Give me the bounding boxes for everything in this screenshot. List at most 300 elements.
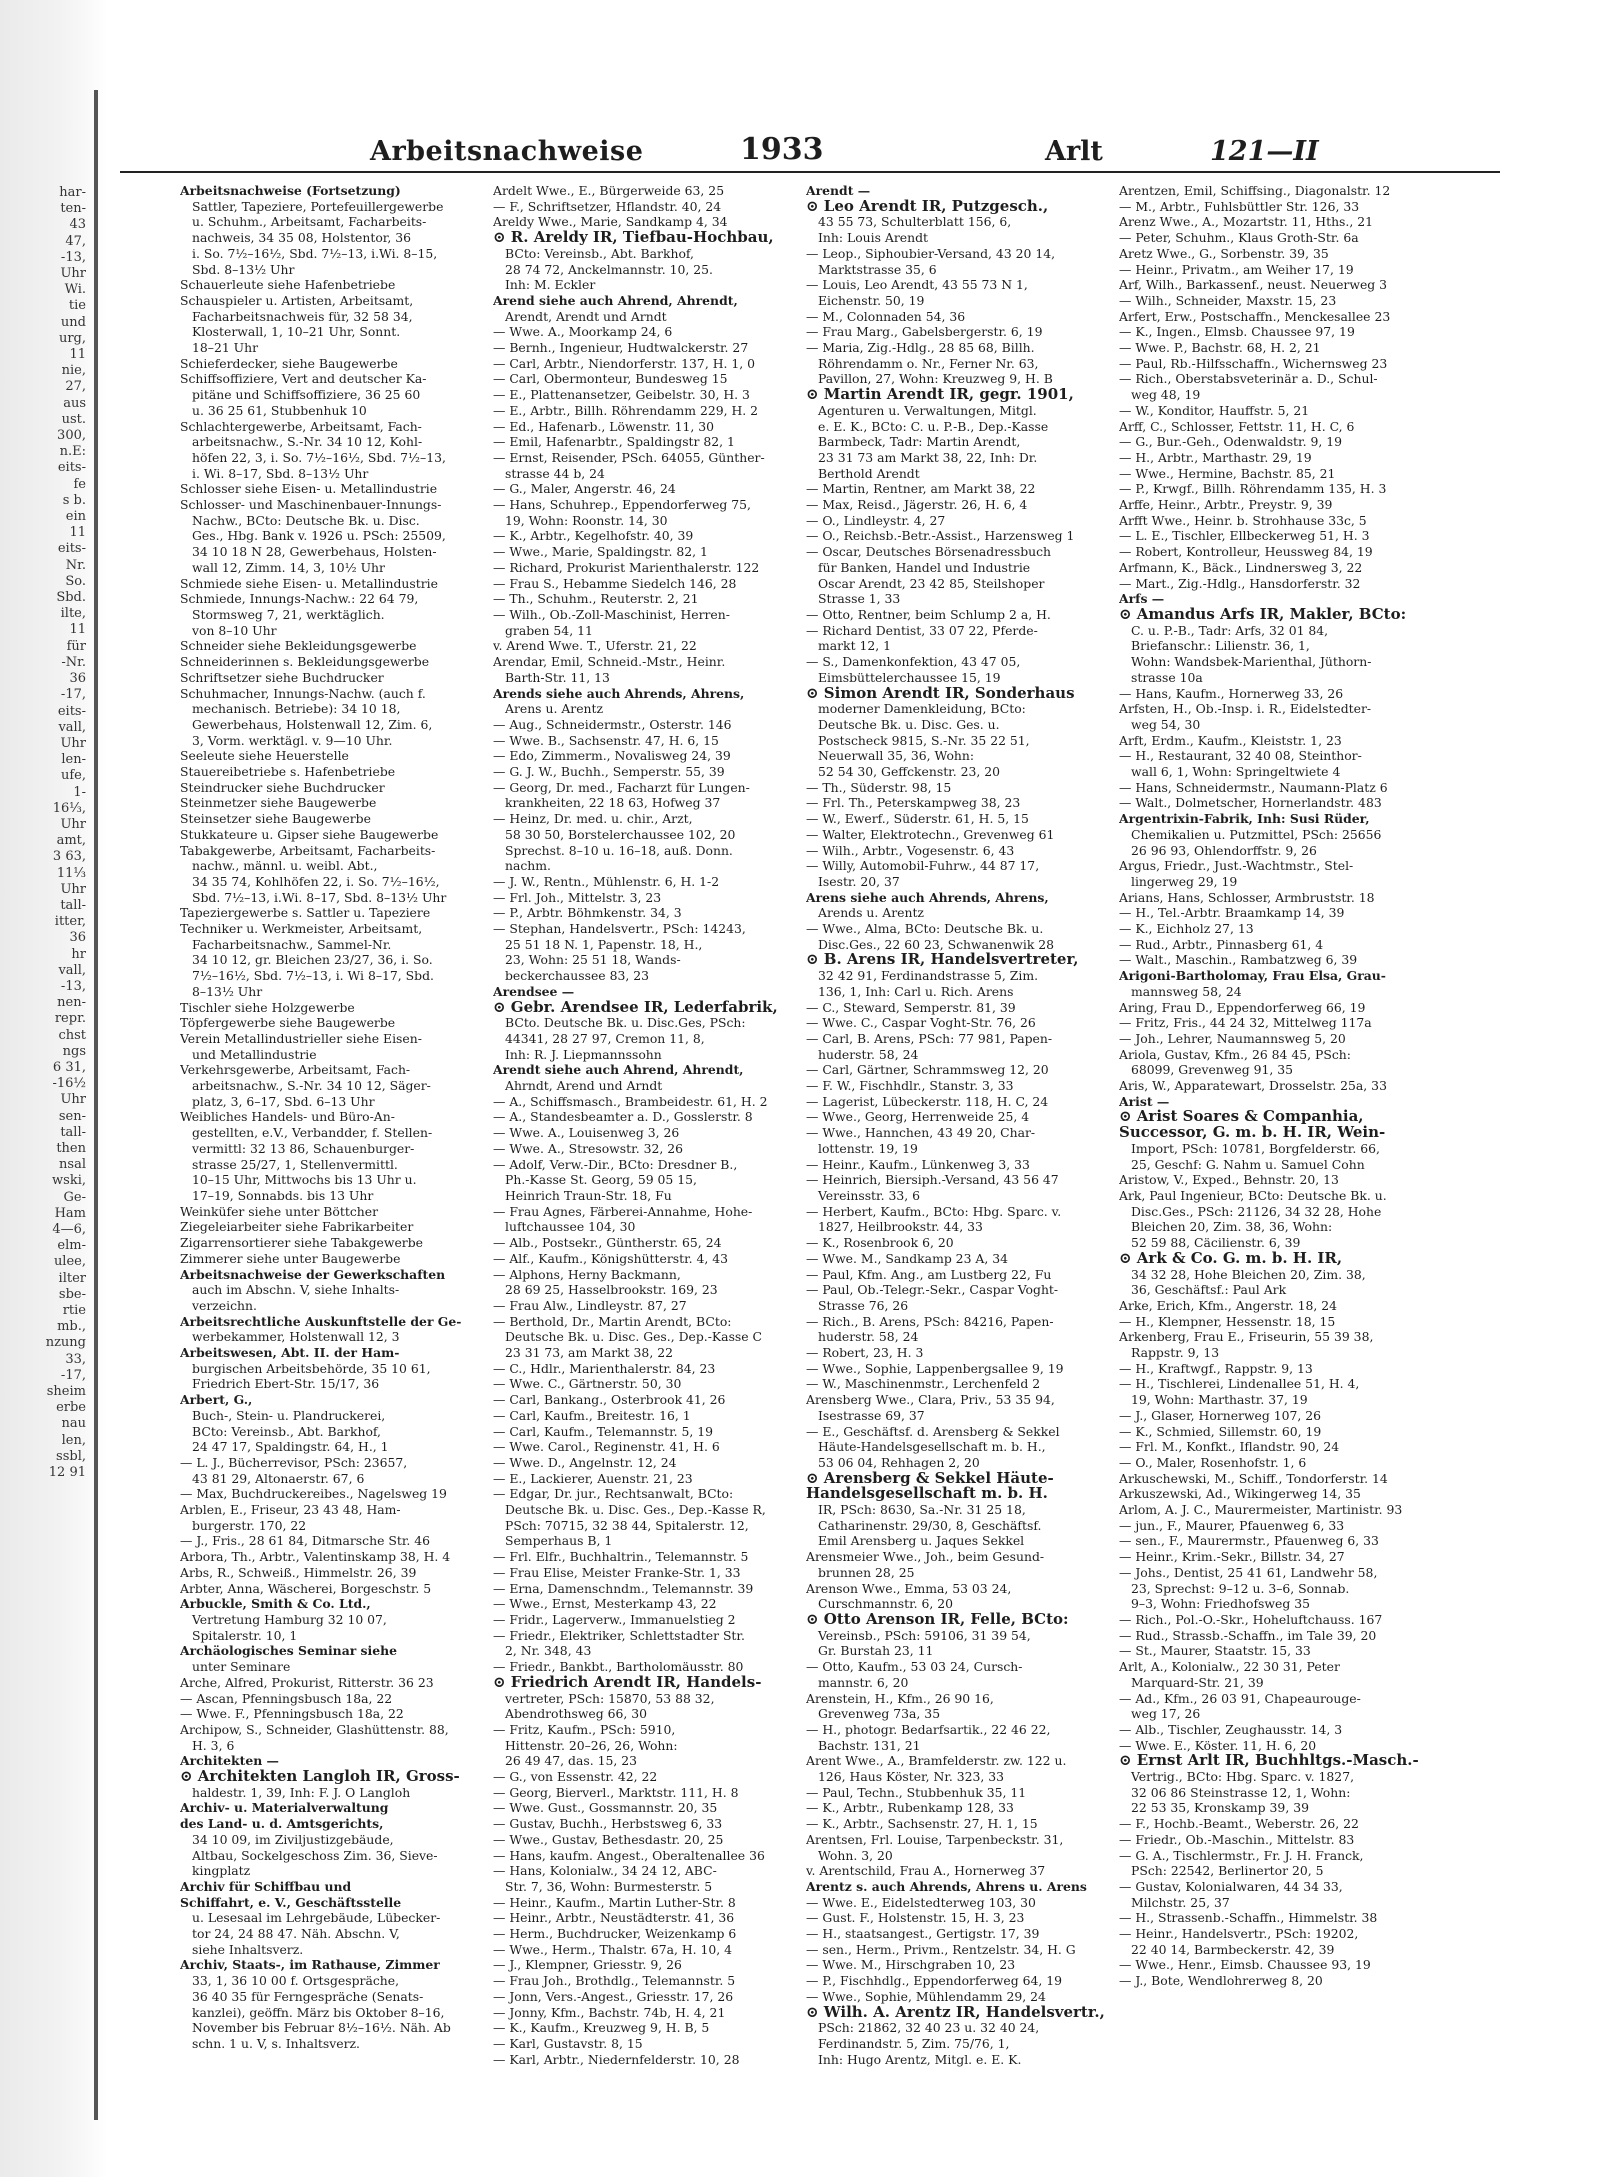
directory-entry: und Metallindustrie xyxy=(192,1046,317,1062)
directory-entry: Schauerleute siehe Hafenbetriebe xyxy=(180,277,396,293)
previous-page-fragment: So. xyxy=(65,573,86,589)
directory-entry: strasse 10a xyxy=(1131,669,1203,685)
directory-entry: — J., Klempner, Griesstr. 9, 26 xyxy=(493,1957,682,1973)
directory-entry: — Friedr., Ob.-Maschin., Mittelstr. 83 xyxy=(1119,1831,1355,1847)
directory-entry: 28 74 72, Anckelmannstr. 10, 25. xyxy=(505,261,713,277)
directory-entry: Strasse 76, 26 xyxy=(818,1297,909,1313)
directory-entry: — Th., Schuhm., Reuterstr. 2, 21 xyxy=(493,591,699,607)
directory-entry: 32 42 91, Ferdinandstrasse 5, Zim. xyxy=(818,968,1039,984)
directory-entry: Argus, Friedr., Just.-Wachtmstr., Stel- xyxy=(1119,858,1354,874)
directory-entry: tor 24, 24 88 47. Näh. Abschn. V, xyxy=(192,1926,400,1942)
directory-entry: PSch: 21862, 32 40 23 u. 32 40 24, xyxy=(818,2020,1040,2036)
directory-entry: Ardelt Wwe., E., Bürgerweide 63, 25 xyxy=(493,183,725,198)
directory-entry: arbeitsnachw., S.-Nr. 34 10 12, Kohl- xyxy=(192,434,423,450)
header-keyword: Arlt xyxy=(1045,136,1103,167)
directory-entry: 34 35 74, Kohlhöfen 22, i. So. 7½–16½, xyxy=(192,873,440,889)
book-spine xyxy=(94,90,98,2120)
previous-page-fragment: 11 xyxy=(69,622,86,638)
directory-entry: Arendt, Arendt und Arndt xyxy=(505,308,667,324)
directory-entry: — Wwe. C., Gärtnerstr. 50, 30 xyxy=(493,1376,682,1392)
directory-entry: — Emil, Hafenarbtr., Spaldingstr 82, 1 xyxy=(493,434,735,450)
directory-entry: Eimsbüttelerchaussee 15, 19 xyxy=(818,669,1001,685)
previous-page-fragment: ngs xyxy=(62,1043,86,1059)
directory-entry: — Carl, Bankang., Osterbrook 41, 26 xyxy=(493,1392,726,1408)
previous-page-fragment: fe xyxy=(73,476,86,492)
directory-entry: — Frau Agnes, Färberei-Annahme, Hohe- xyxy=(493,1203,753,1219)
directory-entry: Ahrndt, Arend und Arndt xyxy=(505,1078,663,1094)
directory-entry: — H., Klempner, Hessenstr. 18, 15 xyxy=(1119,1313,1336,1329)
previous-page-fragment: Uhr xyxy=(60,816,86,832)
previous-page-fragment: ust. xyxy=(61,411,86,427)
previous-page-fragment: ufe, xyxy=(60,768,86,784)
directory-entry: nachweis, 34 35 08, Holstentor, 36 xyxy=(192,230,412,246)
directory-entry: Arfert, Erw., Postschaffn., Menckesallee 23 xyxy=(1119,308,1391,324)
directory-entry: — Wwe., Gustav, Bethesdastr. 20, 25 xyxy=(493,1831,724,1847)
directory-entry: Argentrixin-Fabrik, Inh: Susi Rüder, xyxy=(1119,811,1370,827)
directory-entry: — H., Tischlerei, Lindenallee 51, H. 4, xyxy=(1119,1376,1360,1392)
previous-page-fragment: Sbd. xyxy=(56,590,86,606)
directory-entry: — F., Schriftsetzer, Hflandstr. 40, 24 xyxy=(493,198,722,214)
directory-entry: — Alb., Postsekr., Güntherstr. 65, 24 xyxy=(493,1235,722,1251)
directory-entry: — Georg, Bierverl., Marktstr. 111, H. 8 xyxy=(493,1784,739,1800)
directory-entry: Handelsgesellschaft m. b. H. xyxy=(806,1486,1048,1503)
directory-entry: — Ernst, Reisender, PSch. 64055, Günther- xyxy=(493,449,765,465)
directory-entry: — Frau Marg., Gabelsbergerstr. 6, 19 xyxy=(806,324,1043,340)
directory-entry: Verein Metallindustrieller siehe Eisen- xyxy=(180,1030,422,1046)
directory-entry: höfen 22, 3, i. So. 7½–16½, Sbd. 7½–13, xyxy=(192,449,446,465)
directory-entry: 7½–16½, Sbd. 7½–13, i. Wi 8–17, Sbd. xyxy=(192,968,434,984)
directory-entry: — Carl, Kaufm., Telemannstr. 5, 19 xyxy=(493,1423,714,1439)
directory-entry: Arendsee — xyxy=(493,983,575,999)
directory-entry: Disc.Ges., PSch: 21126, 34 32 28, Hohe xyxy=(1131,1203,1382,1219)
directory-entry: — Heinr., Handelsvertr., PSch: 19202, xyxy=(1119,1926,1359,1942)
directory-entry: — Hans, Schneidermstr., Naumann-Platz 6 xyxy=(1119,779,1388,795)
directory-entry: — Wwe., Sophie, Mühlendamm 29, 24 xyxy=(806,1988,1046,2004)
directory-entry: — Wwe., Alma, BCto: Deutsche Bk. u. xyxy=(806,921,1044,937)
directory-entry: — J., Fris., 28 61 84, Ditmarsche Str. 46 xyxy=(180,1533,431,1549)
directory-entry: — Max, Reisd., Jägerstr. 26, H. 6, 4 xyxy=(806,497,1028,513)
previous-page-fragment: then xyxy=(56,1140,86,1156)
previous-page-fragment: aus xyxy=(63,395,86,411)
directory-entry: Schiffsoffiziere, Vert and deutscher Ka- xyxy=(180,371,427,387)
previous-page-fragment: tall- xyxy=(60,1124,86,1140)
directory-entry: Vertrig., BCto: Hbg. Sparc. v. 1827, xyxy=(1131,1769,1355,1785)
directory-entry: — W., Maschinenmstr., Lerchenfeld 2 xyxy=(806,1376,1041,1392)
directory-entry: Arensberg Wwe., Clara, Priv., 53 35 94, xyxy=(806,1392,1055,1408)
previous-page-fragment: vall, xyxy=(58,719,86,735)
directory-entry: Oscar Arendt, 23 42 85, Steilshoper xyxy=(818,575,1045,591)
directory-entry: ⊙ Simon Arendt IR, Sonderhaus xyxy=(806,685,1075,702)
directory-entry: 53 06 04, Rehhagen 2, 20 xyxy=(818,1454,980,1470)
directory-entry: Archäologisches Seminar siehe xyxy=(180,1643,398,1659)
directory-entry: platz, 3, 6–17, Sbd. 6–13 Uhr xyxy=(192,1093,375,1109)
directory-entry: — Lagerist, Lübeckerstr. 118, H. C, 24 xyxy=(806,1093,1049,1109)
directory-entry: Abendrothsweg 66, 30 xyxy=(505,1706,648,1722)
directory-entry: 23 31 73, am Markt 38, 22 xyxy=(505,1345,673,1361)
directory-entry: — P., Fischhdlg., Eppendorferweg 64, 19 xyxy=(806,1973,1063,1989)
directory-entry: Vereinsb., PSch: 59106, 31 39 54, xyxy=(818,1627,1031,1643)
directory-page xyxy=(120,95,1500,2155)
directory-entry: — Wwe., Marie, Spaldingstr. 82, 1 xyxy=(493,544,708,560)
directory-entry: 34 10 12, gr. Bleichen 23/27, 36, i. So. xyxy=(192,952,433,968)
directory-entry: 43 55 73, Schulterblatt 156, 6, xyxy=(818,214,1012,230)
directory-entry: verzeichn. xyxy=(192,1297,257,1313)
directory-entry: — F. W., Fischhdlr., Stanstr. 3, 33 xyxy=(806,1078,1014,1094)
previous-page-fragment: 11 xyxy=(69,347,86,363)
directory-entry: Arbuckle, Smith & Co. Ltd., xyxy=(180,1596,371,1612)
directory-entry: Arfsten, H., Ob.-Insp. i. R., Eidelstedter- xyxy=(1119,701,1372,717)
directory-entry: Arens siehe auch Ahrends, Ahrens, xyxy=(806,889,1049,905)
directory-entry: — Gust. F., Holstenstr. 15, H. 3, 23 xyxy=(806,1910,1025,1926)
directory-entry: — Otto, Rentner, beim Schlump 2 a, H. xyxy=(806,606,1051,622)
directory-entry: — O., Maler, Rosenhofstr. 1, 6 xyxy=(1119,1454,1307,1470)
directory-entry: November bis Februar 8½–16½. Näh. Ab xyxy=(192,2020,451,2036)
directory-entry: — K., Eichholz 27, 13 xyxy=(1119,921,1254,937)
directory-entry: 28 69 25, Hasselbrookstr. 169, 23 xyxy=(505,1282,718,1298)
directory-entry: Techniker u. Werkmeister, Arbeitsamt, xyxy=(180,921,423,937)
previous-page-fragment: 36 xyxy=(69,930,86,946)
directory-entry: 3, Vorm. werktägl. v. 9—10 Uhr. xyxy=(192,732,393,748)
directory-entry: brunnen 28, 25 xyxy=(818,1564,915,1580)
directory-entry: u. Schuhm., Arbeitsamt, Facharbeits- xyxy=(192,214,427,230)
directory-entry: — Ad., Kfm., 26 03 91, Chapeaurouge- xyxy=(1119,1690,1361,1706)
directory-entry: — Rich., B. Arens, PSch: 84216, Papen- xyxy=(806,1313,1054,1329)
directory-entry: weg 54, 30 xyxy=(1131,716,1201,732)
directory-entry: — Maria, Zig.-Hdlg., 28 85 68, Billh. xyxy=(806,340,1035,356)
directory-entry: Friedrich Ebert-Str. 15/17, 36 xyxy=(192,1376,380,1392)
directory-entry: ⊙ R. Areldy IR, Tiefbau-Hochbau, xyxy=(493,230,774,246)
directory-entry: ⊙ Ark & Co. G. m. b. H. IR, xyxy=(1119,1250,1343,1267)
directory-entry: Areldy Wwe., Marie, Sandkamp 4, 34 xyxy=(493,214,728,230)
previous-page-fragment: 4—6, xyxy=(52,1222,86,1237)
directory-entry: nachw., männl. u. weibl. Abt., xyxy=(192,858,378,874)
directory-entry: — Frau Joh., Brothdlg., Telemannstr. 5 xyxy=(493,1973,736,1989)
directory-entry: — Alb., Tischler, Zeughausstr. 14, 3 xyxy=(1119,1721,1343,1737)
directory-entry: — Wwe. M., Sandkamp 23 A, 34 xyxy=(806,1250,1008,1266)
directory-entry: — Wwe. Carol., Reginenstr. 41, H. 6 xyxy=(493,1439,720,1455)
directory-entry: Catharinenstr. 29/30, 8, Geschäftsf. xyxy=(818,1517,1042,1533)
directory-entry: Arend siehe auch Ahrend, Ahrendt, xyxy=(493,292,738,308)
directory-entry: — A., Schiffsmasch., Brambeidestr. 61, H. 2 xyxy=(493,1093,768,1109)
directory-entry: mannsweg 58, 24 xyxy=(1131,983,1242,999)
directory-entry: — Alf., Kaufm., Königshütterstr. 4, 43 xyxy=(493,1250,729,1266)
directory-entry: — Wwe. Gust., Gossmannstr. 20, 35 xyxy=(493,1800,718,1816)
directory-entry: ⊙ Otto Arenson IR, Felle, BCto: xyxy=(806,1611,1069,1628)
previous-page-fragment: eits- xyxy=(57,541,86,557)
directory-entry: — Heinr., Privatm., am Weiher 17, 19 xyxy=(1119,261,1354,277)
directory-entry: Isestrasse 69, 37 xyxy=(818,1407,925,1423)
directory-entry: Grevenweg 73a, 35 xyxy=(818,1706,941,1722)
directory-entry: Ark, Paul Ingenieur, BCto: Deutsche Bk. u. xyxy=(1119,1188,1387,1203)
directory-entry: u. Lesesaal im Lehrgebäude, Lübecker- xyxy=(192,1910,441,1926)
directory-entry: 36, Geschäftsf.: Paul Ark xyxy=(1131,1282,1287,1298)
directory-entry: Zigarrensortierer siehe Tabakgewerbe xyxy=(180,1235,423,1251)
directory-entry: C. u. P.-B., Tadr: Arfs, 32 01 84, xyxy=(1131,622,1329,638)
column-3 xyxy=(806,183,1106,2067)
directory-entry: Sattler, Tapeziere, Portefeuillergewerbe xyxy=(192,198,444,214)
directory-entry: — Heinr., Kaufm., Martin Luther-Str. 8 xyxy=(493,1894,736,1910)
directory-entry: vertreter, PSch: 15870, 53 88 32, xyxy=(505,1690,715,1706)
directory-entry: Arends siehe auch Ahrends, Ahrens, xyxy=(493,685,745,701)
directory-entry: — Wwe., Henr., Eimsb. Chaussee 93, 19 xyxy=(1119,1957,1371,1973)
previous-page-fragment: 47, xyxy=(65,233,86,249)
previous-page-fragment: 12 91 xyxy=(48,1465,86,1481)
previous-page-fragment: len- xyxy=(61,752,86,768)
directory-entry: Arlt, A., Kolonialw., 22 30 31, Peter xyxy=(1119,1659,1340,1675)
directory-entry: Arens u. Arentz xyxy=(505,701,604,717)
directory-entry: — Fritz, Fris., 44 24 32, Mittelweg 117a xyxy=(1119,1015,1372,1031)
directory-entry: Tischler siehe Holzgewerbe xyxy=(180,999,355,1015)
directory-entry: wall 6, 1, Wohn: Springeltwiete 4 xyxy=(1131,764,1341,780)
directory-entry: — J., Bote, Wendlohrerweg 8, 20 xyxy=(1119,1973,1323,1989)
directory-entry: Schriftsetzer siehe Buchdrucker xyxy=(180,669,384,685)
directory-entry: 25 51 18 N. 1, Papenstr. 18, H., xyxy=(505,936,703,952)
directory-entry: — Wwe. E., Eidelstedterweg 103, 30 xyxy=(806,1894,1036,1910)
directory-entry: 22 53 35, Kronskamp 39, 39 xyxy=(1131,1800,1309,1816)
directory-entry: — F., Hochb.-Beamt., Weberstr. 26, 22 xyxy=(1119,1816,1359,1832)
directory-entry: Semperhaus B, 1 xyxy=(505,1533,613,1549)
directory-entry: Weinküfer siehe unter Böttcher xyxy=(180,1203,379,1219)
directory-entry: 126, Haus Köster, Nr. 323, 33 xyxy=(818,1769,1005,1785)
directory-entry: Schlosser siehe Eisen- u. Metallindustrie xyxy=(180,481,438,497)
directory-entry: — P., Krwgf., Billh. Röhrendamm 135, H. 3 xyxy=(1119,481,1387,497)
directory-entry: Arkuschewski, M., Schiff., Tondorferstr. 14 xyxy=(1119,1470,1388,1486)
directory-entry: Strasse 1, 33 xyxy=(818,591,901,607)
directory-entry: Barmbeck, Tadr: Martin Arendt, xyxy=(818,434,1021,450)
previous-page-fragment: ilter xyxy=(58,1270,86,1286)
directory-entry: Arkuszewski, Ad., Wikingerweg 14, 35 xyxy=(1119,1486,1361,1502)
directory-entry: Archiv, Staats-, im Rathause, Zimmer xyxy=(180,1957,440,1973)
directory-entry: PSch: 22542, Berlinertor 20, 5 xyxy=(1131,1863,1324,1879)
directory-entry: — Paul, Kfm. Ang., am Lustberg 22, Fu xyxy=(806,1266,1052,1282)
directory-entry: 23, Sprechst: 9–12 u. 3–6, Sonnab. xyxy=(1131,1580,1350,1596)
directory-entry: — K., Kaufm., Kreuzweg 9, H. B, 5 xyxy=(493,2020,710,2036)
directory-entry: — Max, Buchdruckereibes., Nagelsweg 19 xyxy=(180,1486,447,1502)
directory-entry: — Hans, Schuhrep., Eppendorferweg 75, xyxy=(493,497,752,513)
directory-entry: — Frl. Th., Peterskampweg 38, 23 xyxy=(806,795,1021,811)
directory-entry: — L. J., Bücherrevisor, PSch: 23657, xyxy=(180,1454,408,1470)
directory-entry: Aris, W., Apparatewart, Drosselstr. 25a, 33 xyxy=(1119,1078,1387,1094)
directory-entry: ⊙ Ernst Arlt IR, Buchhltgs.-Masch.- xyxy=(1119,1753,1419,1770)
directory-entry: — Frl. Joh., Mittelstr. 3, 23 xyxy=(493,889,662,905)
directory-entry: — Richard Dentist, 33 07 22, Pferde- xyxy=(806,622,1038,638)
directory-entry: — Frau Elise, Meister Franke-Str. 1, 33 xyxy=(493,1564,741,1580)
header-page-number: 121—II xyxy=(1210,136,1319,167)
directory-entry: — Wwe. M., Hirschgraben 10, 23 xyxy=(806,1957,1016,1973)
directory-entry: Vertretung Hamburg 32 10 07, xyxy=(192,1611,387,1627)
directory-entry: Ziegeleiarbeiter siehe Fabrikarbeiter xyxy=(180,1219,414,1235)
directory-entry: ⊙ Martin Arendt IR, gegr. 1901, xyxy=(806,387,1074,403)
directory-entry: — Frau Alw., Lindleystr. 87, 27 xyxy=(493,1297,687,1313)
directory-entry: IR, PSch: 8630, Sa.-Nr. 31 25 18, xyxy=(818,1502,1026,1518)
directory-entry: nachm. xyxy=(505,858,551,874)
directory-entry: Sbd. 7½–13, i.Wi. 8–17, Sbd. 8–13½ Uhr xyxy=(192,889,447,905)
previous-page-fragment: Uhr xyxy=(60,1092,86,1108)
previous-page-fragment: -17, xyxy=(60,1367,86,1383)
directory-entry: — Heinr., Kaufm., Lünkenweg 3, 33 xyxy=(806,1156,1030,1172)
directory-entry: burgerstr. 170, 22 xyxy=(192,1517,307,1533)
directory-entry: — Joh., Lehrer, Naumannsweg 5, 20 xyxy=(1119,1030,1346,1046)
directory-entry: i. So. 7½–16½, Sbd. 7½–13, i.Wi. 8–15, xyxy=(192,245,438,261)
previous-page-fragment: -13, xyxy=(60,978,86,994)
directory-entry: — E., Lackierer, Auenstr. 21, 23 xyxy=(493,1470,693,1486)
directory-entry: lottenstr. 19, 19 xyxy=(818,1140,918,1156)
previous-page-fragment: 36 xyxy=(69,671,86,687)
directory-entry: — Robert, 23, H. 3 xyxy=(806,1345,924,1361)
directory-entry: — E., Plattenansetzer, Geibelstr. 30, H. 3 xyxy=(493,387,750,403)
directory-entry: — Walt., Dolmetscher, Hornerlandstr. 483 xyxy=(1119,795,1382,811)
previous-page-fragment: nie, xyxy=(61,363,86,379)
directory-entry: — Wilh., Ob.-Zoll-Maschinist, Herren- xyxy=(493,606,730,622)
directory-entry: ⊙ Arist Soares & Companhia, xyxy=(1119,1109,1364,1126)
directory-entry: 34 32 28, Hohe Bleichen 20, Zim. 38, xyxy=(1131,1266,1366,1282)
directory-entry: — Friedr., Bankbt., Bartholomäusstr. 80 xyxy=(493,1659,744,1675)
directory-entry: — O., Reichsb.-Betr.-Assist., Harzensweg 1 xyxy=(806,528,1075,544)
directory-entry: — Wwe., Hannchen, 43 49 20, Char- xyxy=(806,1125,1036,1141)
previous-page-fragment: ilte, xyxy=(60,606,86,622)
directory-entry: Isestr. 20, 37 xyxy=(818,873,900,889)
directory-entry: Seeleute siehe Heuerstelle xyxy=(180,748,349,764)
directory-entry: Curschmannstr. 6, 20 xyxy=(818,1596,954,1612)
directory-entry: Hittenstr. 20–26, 26, Wohn: xyxy=(505,1737,678,1753)
directory-entry: lingerweg 29, 19 xyxy=(1131,873,1238,889)
directory-entry: e. E. K., BCto: C. u. P.-B., Dep.-Kasse xyxy=(818,418,1049,434)
directory-entry: auch im Abschn. V, siehe Inhalts- xyxy=(192,1282,400,1298)
directory-entry: Arfft Wwe., Heinr. b. Strohhause 33c, 5 xyxy=(1119,512,1367,528)
directory-entry: — K., Arbtr., Sachsenstr. 27, H. 1, 15 xyxy=(806,1816,1038,1832)
directory-entry: — Edgar, Dr. jur., Rechtsanwalt, BCto: xyxy=(493,1486,734,1502)
directory-entry: Arke, Erich, Kfm., Angerstr. 18, 24 xyxy=(1119,1297,1338,1313)
directory-entry: — Johs., Dentist, 25 41 61, Landwehr 58, xyxy=(1119,1564,1378,1580)
directory-entry: — Walt., Maschin., Rambatzweg 6, 39 xyxy=(1119,952,1358,968)
directory-entry: — Wwe. C., Caspar Voght-Str. 76, 26 xyxy=(806,1015,1036,1031)
previous-page-fragment: elm- xyxy=(57,1238,86,1254)
directory-entry: — Heinr., Krim.-Sekr., Billstr. 34, 27 xyxy=(1119,1549,1345,1565)
directory-entry: — Heinrich, Biersiph.-Versand, 43 56 47 xyxy=(806,1172,1059,1188)
directory-entry: 22 40 14, Barmbeckerstr. 42, 39 xyxy=(1131,1941,1335,1957)
directory-entry: — C., Steward, Semperstr. 81, 39 xyxy=(806,999,1016,1015)
directory-entry: — Gustav, Kolonialwaren, 44 34 33, xyxy=(1119,1878,1343,1894)
directory-entry: Vereinsstr. 33, 6 xyxy=(818,1188,921,1203)
directory-entry: — Alphons, Herny Backmann, xyxy=(493,1266,681,1282)
directory-entry: — S., Damenkonfektion, 43 47 05, xyxy=(806,654,1021,670)
directory-entry: — sen., F., Maurermstr., Pfauenweg 6, 33 xyxy=(1119,1533,1379,1549)
previous-page-fragment: Wi. xyxy=(64,282,86,298)
directory-entry: — E., Geschäftsf. d. Arensberg & Sekkel xyxy=(806,1423,1060,1439)
directory-entry: Inh: Hugo Arentz, Mitgl. e. E. K. xyxy=(818,2051,1022,2067)
directory-entry: — Georg, Dr. med., Facharzt für Lungen- xyxy=(493,779,750,795)
directory-entry: — K., Schmied, Sillemstr. 60, 19 xyxy=(1119,1423,1322,1439)
directory-entry: 18–21 Uhr xyxy=(192,340,259,356)
directory-entry: krankheiten, 22 18 63, Hofweg 37 xyxy=(505,795,721,811)
previous-page-fragment: sen- xyxy=(58,1108,86,1124)
column-4 xyxy=(1119,183,1419,1989)
directory-entry: — Wwe. A., Louisenweg 3, 26 xyxy=(493,1125,680,1141)
directory-entry: — Wwe. E., Köster. 11, H. 6, 20 xyxy=(1119,1737,1317,1753)
directory-entry: Spitalerstr. 10, 1 xyxy=(192,1627,298,1643)
directory-entry: 10–15 Uhr, Mittwochs bis 13 Uhr u. xyxy=(192,1172,417,1188)
directory-entry: — Frl. Elfr., Buchhaltrin., Telemannstr. 5 xyxy=(493,1549,749,1565)
directory-entry: — Wwe. A., Moorkamp 24, 6 xyxy=(493,324,673,340)
directory-entry: Ferdinandstr. 5, Zim. 75/76, 1, xyxy=(818,2035,1010,2051)
directory-entry: — Hans, Kolonialw., 34 24 12, ABC- xyxy=(493,1863,717,1879)
directory-entry: huderstr. 58, 24 xyxy=(818,1046,919,1062)
directory-entry: 1827, Heilbrookstr. 44, 33 xyxy=(818,1219,983,1235)
directory-entry: — G., Maler, Angerstr. 46, 24 xyxy=(493,481,676,497)
directory-entry: Steindrucker siehe Buchdrucker xyxy=(180,779,385,795)
directory-entry: Ph.-Kasse St. Georg, 59 05 15, xyxy=(505,1172,697,1188)
directory-entry: Arenson Wwe., Emma, 53 03 24, xyxy=(806,1580,1012,1596)
directory-entry: mannstr. 6, 20 xyxy=(818,1674,909,1690)
column-2 xyxy=(493,183,793,2067)
directory-entry: — Ed., Hafenarb., Löwenstr. 11, 30 xyxy=(493,418,715,434)
directory-entry: Schuhmacher, Innungs-Nachw. (auch f. xyxy=(180,685,426,701)
directory-entry: — Ascan, Pfenningsbusch 18a, 22 xyxy=(180,1690,393,1706)
directory-entry: — Wwe., Hermine, Bachstr. 85, 21 xyxy=(1119,465,1336,481)
directory-entry: Arends u. Arentz xyxy=(818,905,924,921)
directory-entry: — Wwe. B., Sachsenstr. 47, H. 6, 15 xyxy=(493,732,719,748)
directory-entry: beckerchaussee 83, 23 xyxy=(505,968,649,984)
directory-entry: 52 59 88, Cäcilienstr. 6, 39 xyxy=(1131,1235,1301,1251)
directory-entry: Arkenberg, Frau E., Friseurin, 55 39 38, xyxy=(1119,1329,1374,1345)
directory-entry: Barth-Str. 11, 13 xyxy=(505,669,610,685)
directory-entry: — K., Ingen., Elmsb. Chaussee 97, 19 xyxy=(1119,324,1355,340)
directory-entry: — Rich., Pol.-O.-Skr., Hoheluftchauss. 167 xyxy=(1119,1611,1383,1627)
directory-entry: kanzlei), geöffn. März bis Oktober 8–16, xyxy=(192,2004,445,2020)
previous-page-fragment: sheim xyxy=(46,1384,86,1400)
directory-entry: — Leop., Siphoubier-Versand, 43 20 14, xyxy=(806,245,1056,261)
previous-page-fragment: chst xyxy=(58,1027,86,1043)
directory-entry: Altbau, Sockelgeschoss Zim. 36, Sieve- xyxy=(192,1847,438,1863)
directory-entry: vermittl: 32 13 86, Schauenburger- xyxy=(192,1140,415,1156)
directory-entry: 58 30 50, Borstelerchaussee 102, 20 xyxy=(505,826,736,842)
directory-entry: Arigoni-Bartholomay, Frau Elsa, Grau- xyxy=(1119,968,1386,984)
directory-entry: Stukkateure u. Gipser siehe Baugewerbe xyxy=(180,826,439,842)
directory-entry: Zimmerer siehe unter Baugewerbe xyxy=(180,1250,401,1266)
previous-page-fragment: har- xyxy=(59,185,86,200)
directory-entry: markt 12, 1 xyxy=(818,638,892,654)
directory-entry: huderstr. 58, 24 xyxy=(818,1329,919,1345)
directory-entry: ⊙ Friedrich Arendt IR, Handels- xyxy=(493,1674,762,1691)
directory-entry: Gr. Burstah 23, 11 xyxy=(818,1643,934,1659)
directory-entry: Schiffahrt, e. V., Geschäftsstelle xyxy=(180,1894,402,1910)
directory-entry: Nachw., BCto: Deutsche Bk. u. Disc. xyxy=(192,512,420,528)
directory-entry: weg 48, 19 xyxy=(1131,387,1201,403)
directory-entry: Arff, C., Schlosser, Fettstr. 11, H. C, 6 xyxy=(1119,418,1355,434)
directory-entry: 136, 1, Inh: Carl u. Rich. Arens xyxy=(818,983,1014,999)
directory-entry: burgischen Arbeitsbehörde, 35 10 61, xyxy=(192,1360,431,1376)
directory-entry: Arbter, Anna, Wäscherei, Borgeschstr. 5 xyxy=(180,1580,432,1596)
header-section-title: Arbeitsnachweise xyxy=(370,136,644,167)
directory-entry: Wohn: Wandsbek-Marienthal, Jüthorn- xyxy=(1131,654,1372,670)
directory-entry: strasse 25/27, 1, Stellenvermittl. xyxy=(192,1156,398,1172)
directory-entry: Eichenstr. 50, 19 xyxy=(818,292,925,308)
directory-entry: ⊙ Amandus Arfs IR, Makler, BCto: xyxy=(1119,606,1407,623)
directory-entry: Sbd. 8–13½ Uhr xyxy=(192,261,295,277)
directory-entry: — Karl, Arbtr., Niedernfelderstr. 10, 28 xyxy=(493,2051,740,2067)
directory-entry: — Robert, Kontrolleur, Heussweg 84, 19 xyxy=(1119,544,1373,560)
directory-entry: Berthold Arendt xyxy=(818,465,920,481)
directory-entry: Arfmann, K., Bäck., Lindnersweg 3, 22 xyxy=(1119,559,1363,575)
directory-entry: mechanisch. Betriebe): 34 10 18, xyxy=(192,701,401,717)
directory-entry: Archiv für Schiffbau und xyxy=(180,1878,352,1894)
directory-entry: Postscheck 9815, S.-Nr. 35 22 51, xyxy=(818,732,1030,748)
previous-page-fragment: rtie xyxy=(62,1303,86,1319)
directory-entry: u. 36 25 61, Stubbenhuk 10 xyxy=(192,402,367,418)
directory-entry: 33, 1, 36 10 00 f. Ortsgespräche, xyxy=(192,1973,400,1989)
previous-page-fragment: 33, xyxy=(65,1351,86,1367)
previous-page-fragment: eits- xyxy=(57,460,86,476)
